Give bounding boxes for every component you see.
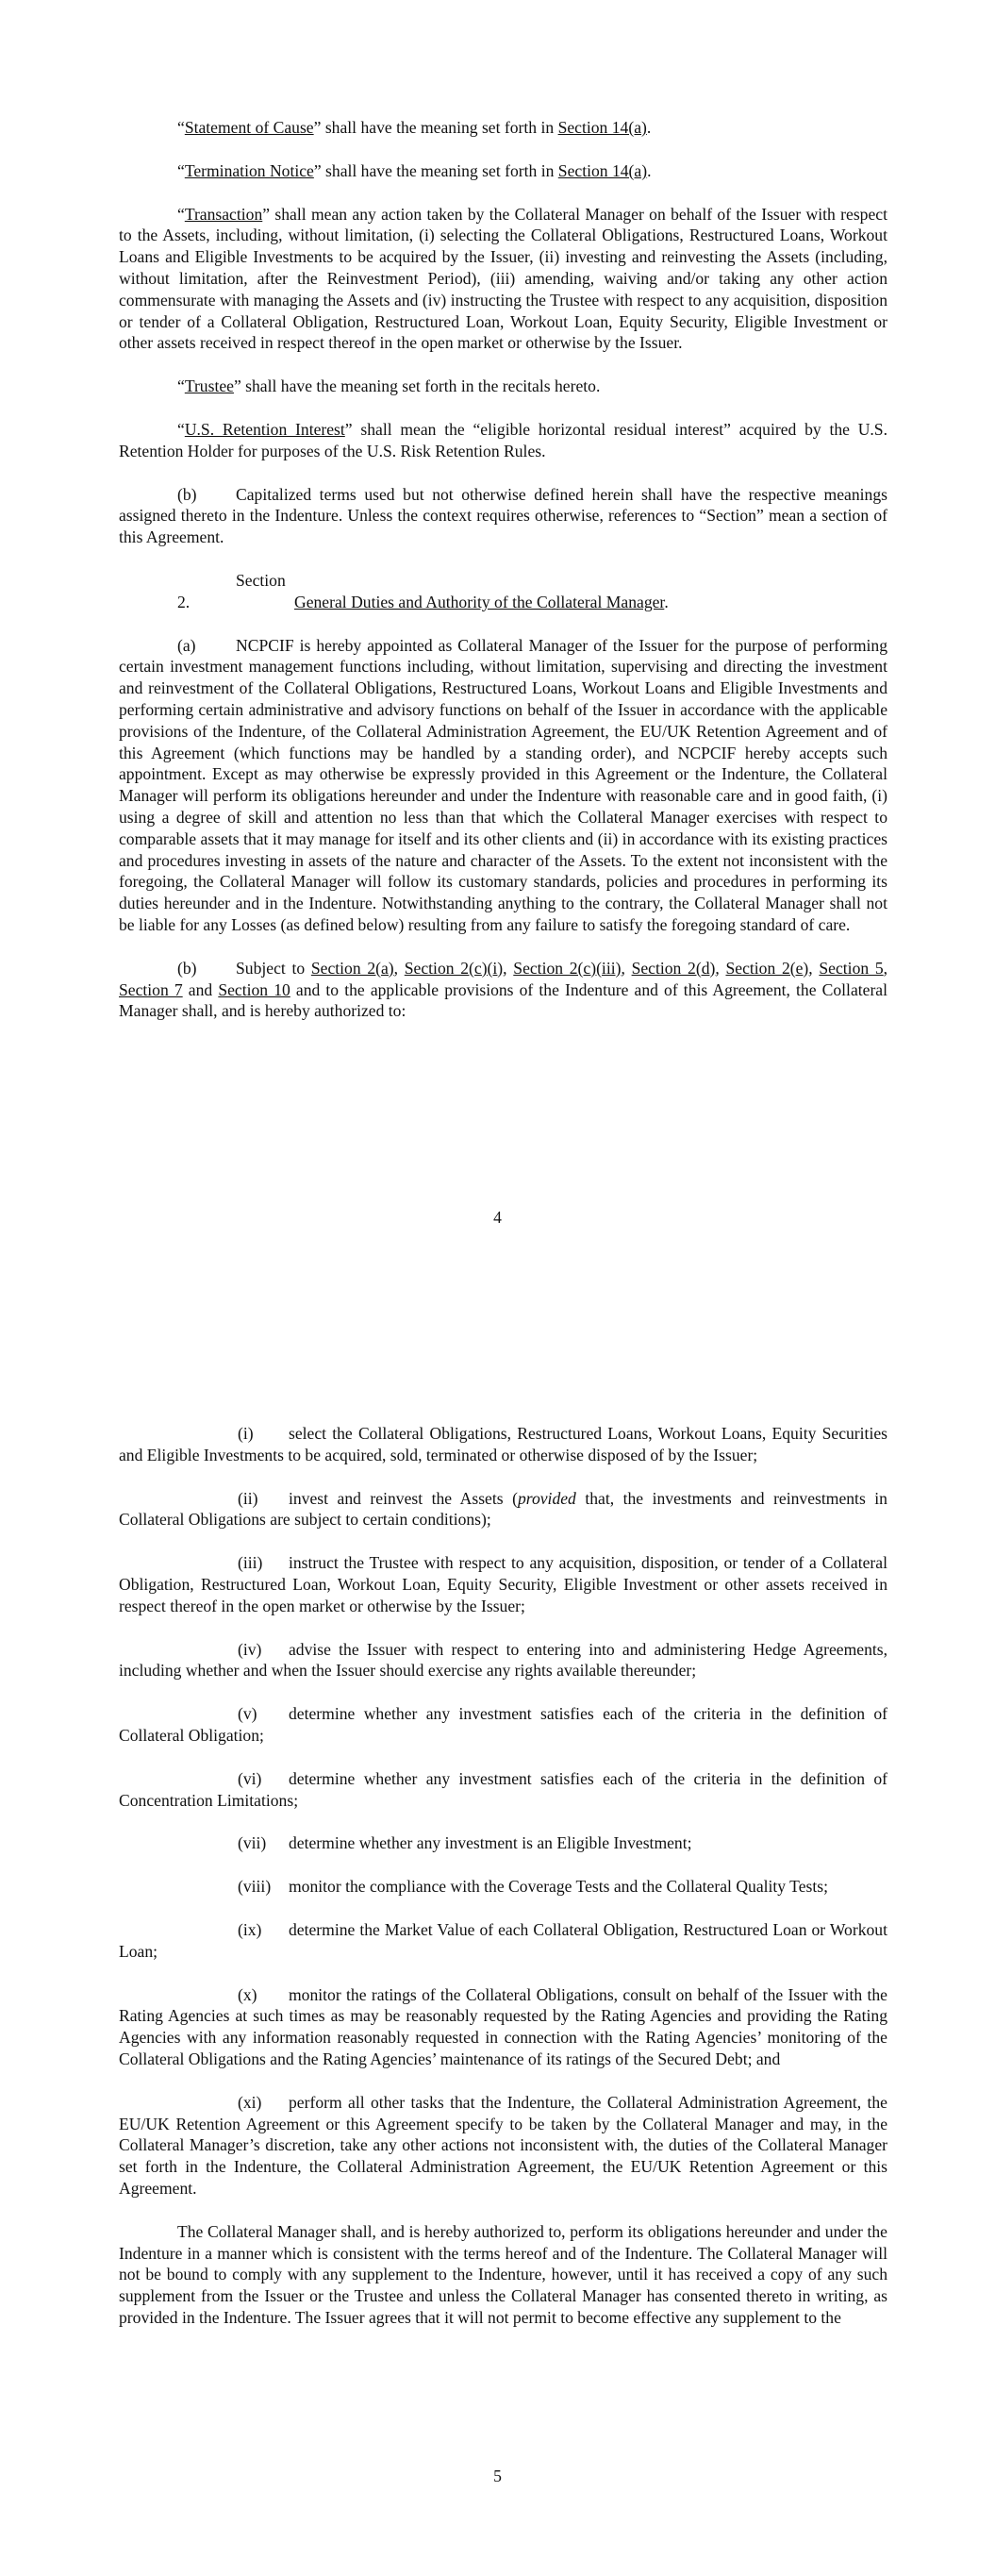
defined-term: Transaction [184,204,263,224]
list-item: (iv) advise the Issuer with respect to entering into and administering Hedge Agreements, including whether and when the Issuer should exercise any rights available thereunder; [119,1639,887,1681]
item-number: (iii) [238,1553,263,1573]
definition-statement-of-cause: “Statement of Cause” shall have the meaning set forth in Section 14(a). [177,118,652,137]
item-number: (vi) [238,1768,262,1788]
section-title: General Duties and Authority of the Collateral Manager [294,592,665,611]
section-reference: Section 2(e) [725,958,809,978]
paragraph-label: (b) [177,958,197,978]
definition-trustee: “Trustee” shall have the meaning set forth in the recitals hereto. [177,376,601,396]
section-number: Section 2. [177,570,286,611]
paragraph-label: (a) [177,635,196,655]
item-number: (vii) [238,1833,267,1853]
page-5 [0,1340,995,2576]
list-item: (ii) invest and reinvest the Assets (provided that, the investments and reinvestments in Collateral Obligations are subject to certain conditions); [119,1488,887,1530]
definition-termination-notice: “Termination Notice” shall have the meaning set forth in Section 14(a). [177,160,652,180]
list-item: (xi) perform all other tasks that the Indenture, the Collateral Administration Agreement, the EU/UK Retention Agreement or this Agreement specify to be taken by the Collateral Manager and may, in the Collateral Manager’s discretion, take any other actions not inconsistent with, the duties of the Collateral Manager set forth in the Indenture, the Collateral Administration Agreement, the EU/UK Retention Agreement or this Agreement. [119,2092,887,2198]
section-reference: Section 7 [119,979,183,999]
paragraph-label: (b) [177,484,197,504]
section-reference: Section 14(a) [557,160,648,180]
item-number: (v) [238,1704,257,1724]
paragraph-2a: (a) NCPCIF is hereby appointed as Collateral Manager of the Issuer for the purpose of performing certain investment management functions including, without limitation, supervising and directing the investment and reinvestment of the Collateral Obligations, Restructured Loans, Workout Loans and Eligible Investments and performing certain administrative and advisory functions on behalf of the Issuer in accordance with the applicable provisions of the Indenture, of the Collateral Administration Agreement, the EU/UK Retention Agreement and of this Agreement (which functions may be handled by a standing order), and NCPCIF hereby accepts such appointment. Except as may otherwise be expressly provided in this Agreement or the Indenture, the Collateral Manager will perform its obligations hereunder and under the Indenture with reasonable care and in good faith, (i) using a degree of skill and attention no less than that which the Collateral Manager exercises with respect to comparable assets that it may manage for itself and its other clients and (ii) in accordance with its existing practices and procedures investing in assets of the nature and character of the Assets. To the extent not inconsistent with the foregoing, the Collateral Manager will follow its customary standards, policies and procedures in performing its duties hereunder and in the Indenture. Notwithstanding anything to the contrary, the Collateral Manager shall not be liable for any Losses (as defined below) resulting from any failure to satisfy the foregoing standard of care. [119,635,887,934]
item-number: (x) [238,1984,257,2004]
defined-term: Termination Notice [184,160,314,180]
definition-transaction: “Transaction” shall mean any action taken by the Collateral Manager on behalf of the Issuer with respect to the Assets, including, without limitation, (i) selecting the Collateral Obligations, Restructured Loans, Workout Loans and Eligible Investments to be acquired by the Issuer, (ii) investing and reinvesting the Assets (including, without limitation, after the Reinvestment Period), (iii) amending, waiving and/or taking any other action commensurate with managing the Assets and (iv) instructing the Trustee with respect to any acquisition, disposition or tender of a Collateral Obligation, Restructured Loan, Workout Loan, Equity Security, Eligible Investment or other assets received in respect thereof in the open market or otherwise by the Issuer. [119,204,887,353]
section-reference: Section 2(d) [631,958,716,978]
defined-term: U.S. Retention Interest [184,419,345,439]
page-number: 5 [493,2467,502,2485]
list-item: (x) monitor the ratings of the Collateral Obligations, consult on behalf of the Issuer with the Rating Agencies at such times as may be reasonably requested by the Rating Agencies and providing the Rating Agencies with any information reasonably requested in connection with the Rating Agencies’ monitoring of the Collateral Obligations and the Rating Agencies’ maintenance of its ratings of the Secured Debt; and [119,1984,887,2068]
defined-term: Statement of Cause [184,118,314,137]
list-item: (ix) determine the Market Value of each Collateral Obligation, Restructured Loan or Workout Loan; [119,1919,887,1961]
item-number: (viii) [238,1877,272,1897]
item-number: (i) [238,1424,254,1443]
page-number: 4 [493,1208,502,1227]
item-number: (ix) [238,1919,262,1939]
item-number: (xi) [238,2092,262,2112]
list-item: (v) determine whether any investment satisfies each of the criteria in the definition of Collateral Obligation; [119,1704,887,1745]
section-reference: Section 14(a) [557,118,647,137]
section-reference: Section 2(c)(i) [404,958,504,978]
list-item: (i) select the Collateral Obligations, Restructured Loans, Workout Loans, Equity Securities and Eligible Investments to be acquired, sold, terminated or otherwise disposed of by the Issuer; [119,1424,887,1464]
list-item: (viii) monitor the compliance with the Coverage Tests and the Collateral Quality Tests; [238,1877,828,1897]
list-item: (vii) determine whether any investment is an Eligible Investment; [238,1833,692,1853]
list-item: (iii) instruct the Trustee with respect to any acquisition, disposition, or tender of a Collateral Obligation, Restructured Loan, Workout Loan, Equity Security, Eligible Investment or other assets received in respect thereof in the open market or otherwise by the Issuer; [119,1553,887,1615]
paragraph-2b: (b) Subject to Section 2(a), Section 2(c)(i), Section 2(c)(iii), Section 2(d), Section 2(e), Section 5, Section 7 and Section 10 and to the applicable provisions of the Indenture and of this Agreement, the Collateral Manager shall, and is hereby authorized to: [119,958,888,1021]
section-reference: Section 2(a) [310,958,394,978]
section-reference: Section 5 [819,958,884,978]
section-2-heading: Section 2. General Duties and Authority of the Collateral Manager. [177,570,669,611]
page-4-body [119,117,887,1044]
paragraph-1b: (b) Capitalized terms used but not otherwise defined herein shall have the respective meanings assigned thereto in the Indenture. Unless the context requires otherwise, references to “Section” mean a section of this Agreement. [119,484,887,547]
section-reference: Section 2(c)(iii) [513,958,622,978]
defined-term: Trustee [184,376,234,396]
page-5-body [119,1423,887,2350]
list-item: (vi) determine whether any investment satisfies each of the criteria in the definition of Concentration Limitations; [119,1768,887,1810]
closing-paragraph: The Collateral Manager shall, and is hereby authorized to, perform its obligations hereunder and under the Indenture in a manner which is consistent with the terms hereof and of the Indenture. The Collateral Manager will not be bound to comply with any supplement to the Indenture, however, until it has received a copy of any such supplement from the Issuer or the Trustee and unless the Collateral Manager has consented thereto in writing, as provided in the Indenture. The Issuer agrees that it will not permit to become effective any supplement to the [119,2221,887,2327]
item-number: (iv) [238,1639,262,1659]
item-number: (ii) [238,1488,258,1508]
section-reference: Section 10 [218,979,290,999]
definition-us-retention-interest: “U.S. Retention Interest” shall mean the “eligible horizontal residual interest” acquired by the U.S. Retention Holder for purposes of the U.S. Risk Retention Rules. [119,419,887,460]
